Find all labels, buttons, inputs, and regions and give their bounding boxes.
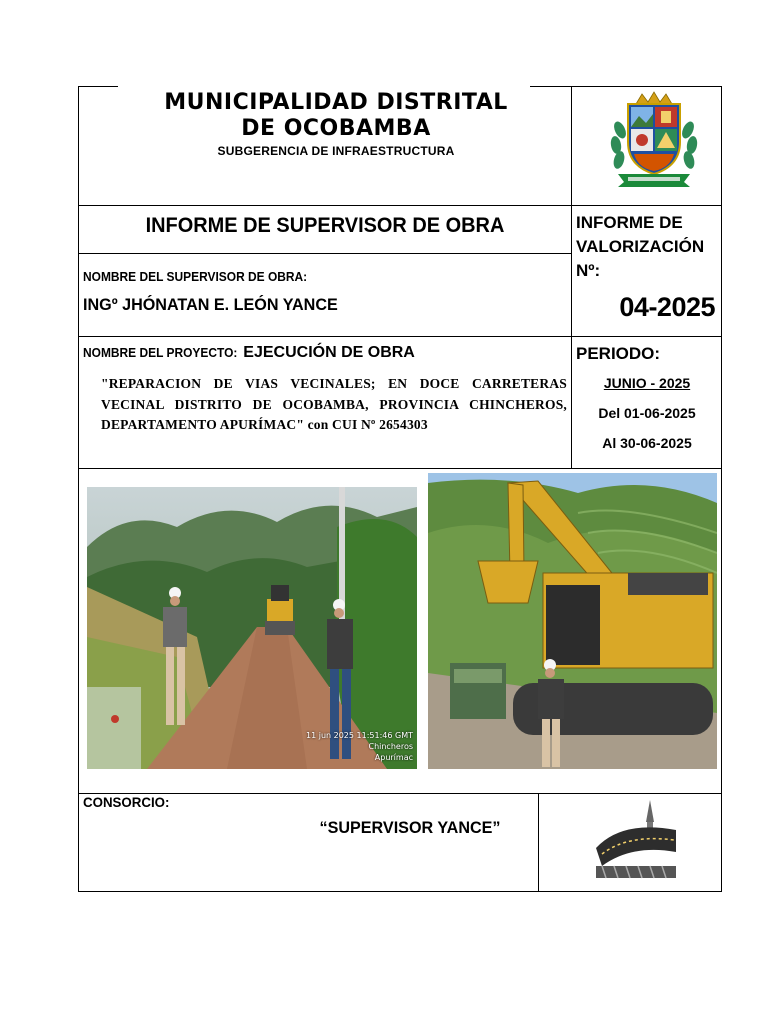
period-month: JUNIO - 2025 [603, 375, 691, 391]
institution-name [118, 90, 554, 142]
consortium-road-logo [592, 800, 678, 880]
valuation-label-line-3: Nº: [576, 261, 601, 280]
project-value: EJECUCIÓN DE OBRA [243, 344, 415, 361]
consortium-name: “SUPERVISOR YANCE” [319, 818, 501, 837]
supervisor-label: NOMBRE DEL SUPERVISOR DE OBRA: [83, 269, 308, 284]
municipal-coat-of-arms-logo [604, 90, 704, 190]
valuation-number: 04-2025 [619, 292, 715, 322]
institution-line-1: MUNICIPALIDAD DISTRITAL [164, 90, 508, 115]
project-name-row [83, 344, 415, 362]
supervisor-name: INGº JHÓNATAN E. LEÓN YANCE [83, 295, 338, 314]
project-label: NOMBRE DEL PROYECTO: [83, 345, 238, 360]
project-description: "REPARACION DE VIAS VECINALES; EN DOCE CARRETERAS VECINAL DISTRITO DE OCOBAMBA, PROVINCIA CHINCHEROS, DEPARTAMENTO APURÍMAC" con CUI Nº 2654303 [101, 376, 567, 432]
photo-road-roller-site [87, 487, 417, 769]
photo-timestamp-line-3: Apurímac [374, 753, 413, 762]
valuation-label-line-1: INFORME DE [576, 213, 683, 232]
period-label: PERIODO: [576, 344, 661, 363]
institution-line-2: DE OCOBAMBA [241, 116, 431, 141]
photo-timestamp-overlay [303, 730, 413, 763]
valuation-label-line-2: VALORIZACIÓN [576, 237, 705, 256]
subdivision-name: SUBGERENCIA DE INFRAESTRUCTURA [217, 144, 455, 158]
report-title: INFORME DE SUPERVISOR DE OBRA [145, 214, 505, 237]
period-to: Al 30-06-2025 [602, 435, 692, 451]
photo-excavator-site [428, 473, 717, 769]
photo-timestamp-line-2: Chincheros [368, 742, 413, 751]
valuation-label [576, 211, 720, 283]
photo-timestamp-line-1: 11 jun 2025 11:51:46 GMT [306, 731, 413, 740]
consortium-label: CONSORCIO: [83, 794, 170, 810]
period-from: Del 01-06-2025 [598, 405, 696, 421]
